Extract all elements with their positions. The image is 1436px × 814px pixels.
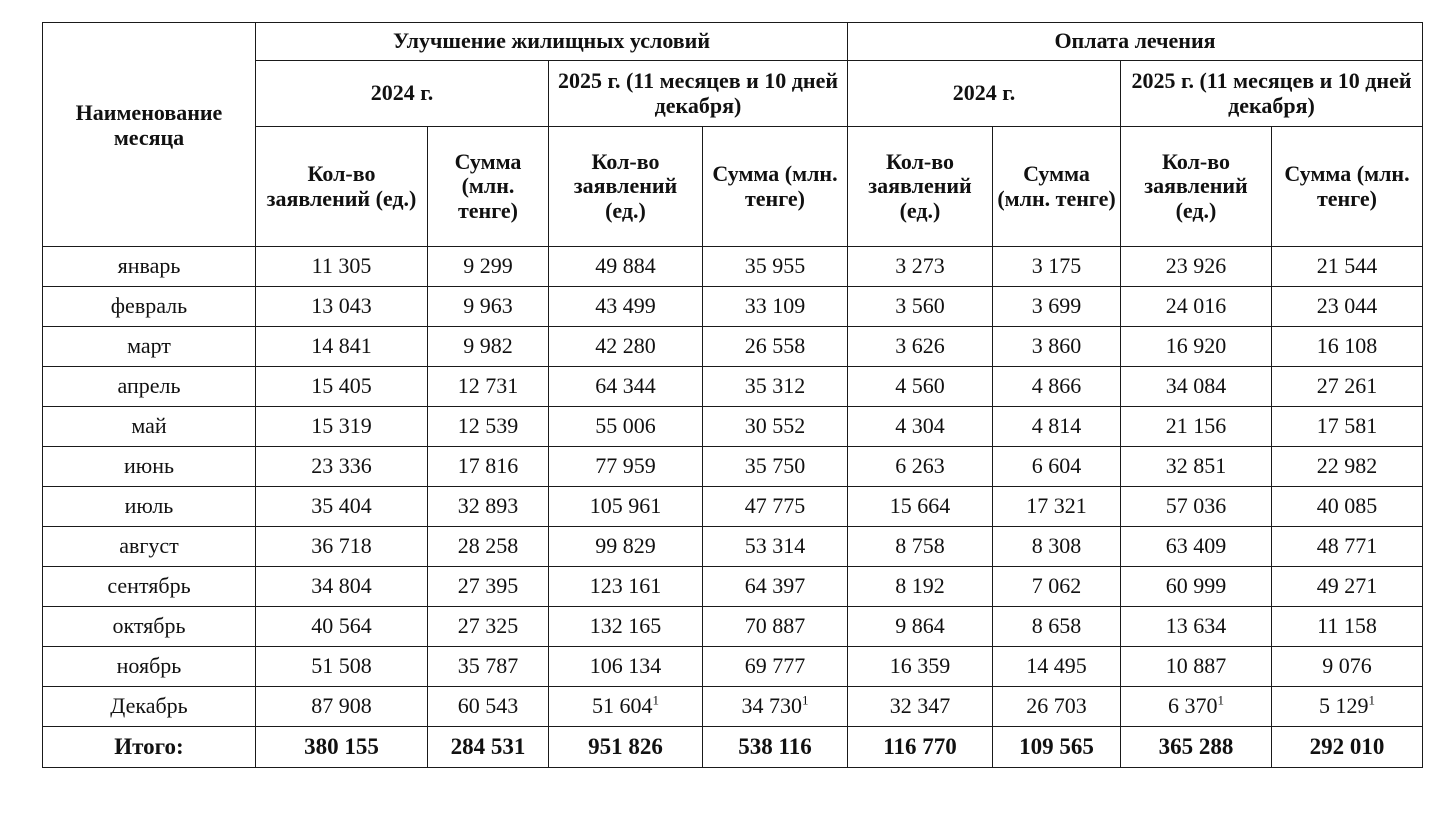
cell-value: 3 273 xyxy=(895,253,945,279)
cell-value: 21 544 xyxy=(1316,253,1378,279)
value-cell xyxy=(256,527,428,567)
period-header-treatment-2024: 2024 г. xyxy=(848,61,1121,127)
total-value-cell: 284 531 xyxy=(428,727,549,768)
value-cell xyxy=(549,327,703,367)
value-cell xyxy=(703,367,848,407)
cell-value: 35 955 xyxy=(744,253,806,279)
value-cell xyxy=(848,687,993,727)
cell-value: 26 558 xyxy=(744,333,806,359)
value-cell xyxy=(428,407,549,447)
value-cell xyxy=(848,607,993,647)
value-cell xyxy=(1121,687,1272,727)
month-cell: март xyxy=(43,327,256,367)
cell-value: 69 777 xyxy=(744,653,806,679)
footnote-marker: 1 xyxy=(802,692,809,708)
value-cell xyxy=(703,407,848,447)
value-cell xyxy=(1272,407,1423,447)
value-cell xyxy=(1272,647,1423,687)
cell-value: 132 165 xyxy=(589,613,662,639)
value-cell xyxy=(703,327,848,367)
cell-value: 123 161 xyxy=(589,573,662,599)
value-cell xyxy=(428,367,549,407)
value-cell xyxy=(703,687,848,727)
month-cell: январь xyxy=(43,247,256,287)
period-header-treatment-2025: 2025 г. (11 месяцев и 10 дней декабря) xyxy=(1121,61,1423,127)
value-cell xyxy=(848,567,993,607)
value-cell xyxy=(703,527,848,567)
table-row xyxy=(43,327,1423,367)
value-cell xyxy=(549,487,703,527)
table-row xyxy=(43,567,1423,607)
value-cell xyxy=(256,327,428,367)
cell-value: 32 893 xyxy=(457,493,519,519)
cell-value: 14 841 xyxy=(311,333,372,359)
cell-value: 5 129 xyxy=(1319,693,1369,719)
cell-value: 12 731 xyxy=(457,373,519,399)
month-cell: апрель xyxy=(43,367,256,407)
cell-value: 49 271 xyxy=(1316,573,1378,599)
cell-value: 64 397 xyxy=(744,573,806,599)
total-row xyxy=(43,727,1423,768)
value-cell xyxy=(1272,607,1423,647)
table-header xyxy=(43,23,1423,247)
table-row xyxy=(43,287,1423,327)
column-header-sum: Сумма (млн. тенге) xyxy=(1272,127,1423,247)
cell-value: 16 920 xyxy=(1165,333,1227,359)
value-cell xyxy=(703,567,848,607)
value-cell xyxy=(703,447,848,487)
month-cell: ноябрь xyxy=(43,647,256,687)
cell-value: 51 604 xyxy=(592,693,653,719)
value-cell xyxy=(256,607,428,647)
value-cell xyxy=(549,367,703,407)
cell-value: 40 085 xyxy=(1316,493,1378,519)
cell-value: 27 261 xyxy=(1316,373,1378,399)
cell-value: 17 321 xyxy=(1026,493,1087,519)
value-cell xyxy=(703,607,848,647)
value-cell xyxy=(1121,367,1272,407)
cell-value: 28 258 xyxy=(457,533,519,559)
cell-value: 105 961 xyxy=(589,493,662,519)
table-row xyxy=(43,527,1423,567)
cell-value: 15 405 xyxy=(311,373,372,399)
cell-value: 42 280 xyxy=(595,333,656,359)
cell-value: 87 908 xyxy=(311,693,372,719)
column-header-count: Кол-во заявлений (ед.) xyxy=(848,127,993,247)
value-cell xyxy=(848,407,993,447)
cell-value: 4 560 xyxy=(895,373,945,399)
table-row xyxy=(43,487,1423,527)
column-header-sum: Сумма (млн. тенге) xyxy=(993,127,1121,247)
cell-value: 9 076 xyxy=(1322,653,1372,679)
value-cell xyxy=(428,487,549,527)
value-cell xyxy=(1272,687,1423,727)
total-value-cell: 538 116 xyxy=(703,727,848,768)
value-cell xyxy=(256,647,428,687)
cell-value: 8 658 xyxy=(1031,613,1082,639)
table-row xyxy=(43,407,1423,447)
value-cell xyxy=(428,607,549,647)
cell-value: 4 304 xyxy=(895,413,945,439)
value-cell xyxy=(993,367,1121,407)
total-value-cell: 365 288 xyxy=(1121,727,1272,768)
cell-value: 3 626 xyxy=(895,333,945,359)
value-cell xyxy=(1272,527,1423,567)
value-cell xyxy=(993,487,1121,527)
cell-value: 23 044 xyxy=(1316,293,1378,319)
month-cell: сентябрь xyxy=(43,567,256,607)
cell-value: 8 192 xyxy=(895,573,945,599)
cell-value: 99 829 xyxy=(595,533,656,559)
table-row xyxy=(43,247,1423,287)
value-cell xyxy=(848,527,993,567)
cell-value: 27 325 xyxy=(457,613,519,639)
cell-value: 4 866 xyxy=(1031,373,1082,399)
month-column-header: Наименование месяца xyxy=(43,23,256,247)
cell-value: 77 959 xyxy=(595,453,656,479)
month-cell: Декабрь xyxy=(43,687,256,727)
cell-value: 23 336 xyxy=(311,453,372,479)
value-cell xyxy=(703,487,848,527)
value-cell xyxy=(549,647,703,687)
cell-value: 7 062 xyxy=(1031,573,1082,599)
cell-value: 6 604 xyxy=(1031,453,1082,479)
column-header-sum: Сумма (млн. тенге) xyxy=(703,127,848,247)
value-cell xyxy=(256,247,428,287)
value-cell xyxy=(993,647,1121,687)
cell-value: 32 851 xyxy=(1165,453,1227,479)
value-cell xyxy=(428,247,549,287)
value-cell xyxy=(256,367,428,407)
value-cell xyxy=(549,567,703,607)
value-cell xyxy=(993,327,1121,367)
cell-value: 8 758 xyxy=(895,533,945,559)
total-value-cell: 292 010 xyxy=(1272,727,1423,768)
value-cell xyxy=(703,647,848,687)
value-cell xyxy=(993,407,1121,447)
cell-value: 57 036 xyxy=(1165,493,1227,519)
value-cell xyxy=(703,247,848,287)
value-cell xyxy=(1272,447,1423,487)
cell-value: 23 926 xyxy=(1165,253,1227,279)
value-cell xyxy=(993,447,1121,487)
table-row xyxy=(43,607,1423,647)
footnote-marker: 1 xyxy=(652,692,659,708)
value-cell xyxy=(1121,247,1272,287)
cell-value: 9 299 xyxy=(463,253,513,279)
cell-value: 3 560 xyxy=(895,293,945,319)
value-cell xyxy=(428,687,549,727)
cell-value: 34 084 xyxy=(1165,373,1227,399)
value-cell xyxy=(256,407,428,447)
month-cell: февраль xyxy=(43,287,256,327)
cell-value: 49 884 xyxy=(595,253,656,279)
cell-value: 3 175 xyxy=(1031,253,1082,279)
cell-value: 3 860 xyxy=(1031,333,1082,359)
value-cell xyxy=(1121,327,1272,367)
value-cell xyxy=(1121,527,1272,567)
cell-value: 24 016 xyxy=(1165,293,1227,319)
value-cell xyxy=(256,687,428,727)
month-cell: май xyxy=(43,407,256,447)
cell-value: 47 775 xyxy=(744,493,806,519)
cell-value: 12 539 xyxy=(457,413,519,439)
value-cell xyxy=(848,647,993,687)
table-row xyxy=(43,687,1423,727)
cell-value: 8 308 xyxy=(1031,533,1082,559)
value-cell xyxy=(549,447,703,487)
value-cell xyxy=(993,287,1121,327)
cell-value: 11 305 xyxy=(311,253,372,279)
cell-value: 21 156 xyxy=(1165,413,1227,439)
column-header-count: Кол-во заявлений (ед.) xyxy=(549,127,703,247)
value-cell xyxy=(1272,247,1423,287)
cell-value: 35 750 xyxy=(744,453,806,479)
cell-value: 16 359 xyxy=(889,653,951,679)
group-header-treatment: Оплата лечения xyxy=(848,23,1423,61)
cell-value: 53 314 xyxy=(744,533,806,559)
cell-value: 11 158 xyxy=(1317,613,1377,639)
cell-value: 17 581 xyxy=(1316,413,1378,439)
value-cell xyxy=(1121,407,1272,447)
value-cell xyxy=(848,447,993,487)
period-header-housing-2025: 2025 г. (11 месяцев и 10 дней декабря) xyxy=(549,61,848,127)
total-value-cell: 380 155 xyxy=(256,727,428,768)
value-cell xyxy=(549,287,703,327)
value-cell xyxy=(848,247,993,287)
group-header-housing: Улучшение жилищных условий xyxy=(256,23,848,61)
value-cell xyxy=(1121,487,1272,527)
cell-value: 34 804 xyxy=(311,573,372,599)
table-row xyxy=(43,647,1423,687)
value-cell xyxy=(993,607,1121,647)
value-cell xyxy=(1121,607,1272,647)
cell-value: 60 999 xyxy=(1165,573,1227,599)
month-cell: октябрь xyxy=(43,607,256,647)
column-header-sum: Сумма (млн. тенге) xyxy=(428,127,549,247)
value-cell xyxy=(549,407,703,447)
value-cell xyxy=(549,247,703,287)
value-cell xyxy=(256,287,428,327)
value-cell xyxy=(1121,447,1272,487)
value-cell xyxy=(428,447,549,487)
value-cell xyxy=(428,527,549,567)
period-header-housing-2024: 2024 г. xyxy=(256,61,549,127)
value-cell xyxy=(848,287,993,327)
cell-value: 34 730 xyxy=(741,693,802,719)
value-cell xyxy=(1121,287,1272,327)
cell-value: 22 982 xyxy=(1316,453,1378,479)
value-cell xyxy=(256,487,428,527)
value-cell xyxy=(256,567,428,607)
cell-value: 10 887 xyxy=(1165,653,1227,679)
value-cell xyxy=(703,287,848,327)
month-cell: август xyxy=(43,527,256,567)
cell-value: 63 409 xyxy=(1165,533,1227,559)
cell-value: 64 344 xyxy=(595,373,656,399)
value-cell xyxy=(428,287,549,327)
total-value-cell: 951 826 xyxy=(549,727,703,768)
value-cell xyxy=(848,327,993,367)
value-cell xyxy=(549,607,703,647)
total-value-cell: 109 565 xyxy=(993,727,1121,768)
column-header-count: Кол-во заявлений (ед.) xyxy=(256,127,428,247)
cell-value: 55 006 xyxy=(595,413,656,439)
applications-table xyxy=(42,22,1423,768)
cell-value: 17 816 xyxy=(457,453,519,479)
total-label: Итого: xyxy=(43,727,256,768)
table-row xyxy=(43,367,1423,407)
value-cell xyxy=(256,447,428,487)
cell-value: 9 864 xyxy=(895,613,945,639)
value-cell xyxy=(1272,487,1423,527)
footnote-marker: 1 xyxy=(1368,692,1375,708)
cell-value: 6 370 xyxy=(1168,693,1218,719)
value-cell xyxy=(993,247,1121,287)
value-cell xyxy=(848,487,993,527)
cell-value: 51 508 xyxy=(311,653,372,679)
column-header-count: Кол-во заявлений (ед.) xyxy=(1121,127,1272,247)
cell-value: 32 347 xyxy=(889,693,951,719)
value-cell xyxy=(549,687,703,727)
cell-value: 4 814 xyxy=(1031,413,1082,439)
value-cell xyxy=(993,527,1121,567)
value-cell xyxy=(1121,647,1272,687)
cell-value: 40 564 xyxy=(311,613,372,639)
cell-value: 9 982 xyxy=(463,333,513,359)
cell-value: 33 109 xyxy=(744,293,806,319)
footnote-marker: 1 xyxy=(1217,692,1224,708)
value-cell xyxy=(549,527,703,567)
value-cell xyxy=(1272,327,1423,367)
value-cell xyxy=(1121,567,1272,607)
cell-value: 15 319 xyxy=(311,413,372,439)
cell-value: 13 634 xyxy=(1165,613,1227,639)
cell-value: 3 699 xyxy=(1031,293,1082,319)
cell-value: 35 787 xyxy=(457,653,519,679)
cell-value: 15 664 xyxy=(889,493,951,519)
cell-value: 60 543 xyxy=(457,693,519,719)
cell-value: 106 134 xyxy=(589,653,662,679)
cell-value: 27 395 xyxy=(457,573,519,599)
value-cell xyxy=(848,367,993,407)
value-cell xyxy=(1272,287,1423,327)
total-value-cell: 116 770 xyxy=(848,727,993,768)
data-table-container xyxy=(42,22,1422,768)
value-cell xyxy=(1272,567,1423,607)
value-cell xyxy=(428,567,549,607)
table-body xyxy=(43,247,1423,768)
cell-value: 30 552 xyxy=(744,413,806,439)
cell-value: 48 771 xyxy=(1316,533,1378,559)
cell-value: 14 495 xyxy=(1026,653,1087,679)
value-cell xyxy=(1272,367,1423,407)
value-cell xyxy=(993,567,1121,607)
cell-value: 6 263 xyxy=(895,453,945,479)
cell-value: 70 887 xyxy=(744,613,806,639)
cell-value: 16 108 xyxy=(1316,333,1378,359)
cell-value: 43 499 xyxy=(595,293,656,319)
cell-value: 13 043 xyxy=(311,293,372,319)
cell-value: 26 703 xyxy=(1026,693,1087,719)
value-cell xyxy=(428,327,549,367)
cell-value: 9 963 xyxy=(463,293,513,319)
value-cell xyxy=(993,687,1121,727)
cell-value: 36 718 xyxy=(311,533,372,559)
table-row xyxy=(43,447,1423,487)
month-cell: июнь xyxy=(43,447,256,487)
cell-value: 35 404 xyxy=(311,493,372,519)
value-cell xyxy=(428,647,549,687)
cell-value: 35 312 xyxy=(744,373,806,399)
month-cell: июль xyxy=(43,487,256,527)
